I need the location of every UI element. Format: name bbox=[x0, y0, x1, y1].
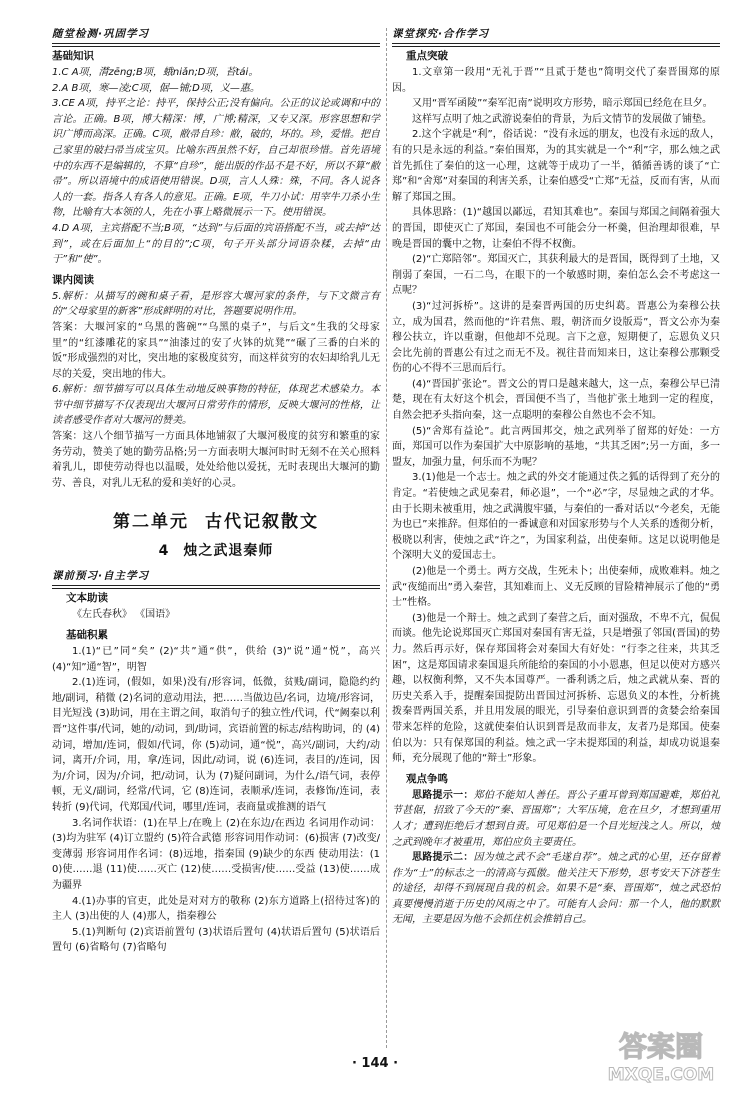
analysis-6: 6.解析：细节描写可以具体生动地反映事物的特征，体现艺术感染力。本节中细节描写不仅表现出大堰河日常劳作的情形，反映大堰河的性格，让读者感受作者对大堰河的赞美。 bbox=[52, 384, 380, 427]
accumulation-1: 1.(1)“已”同“矣” (2)“共”通“供”，供给 (3)“说”通“悦”，高兴 (4)“知”通“智”，明智 bbox=[52, 646, 380, 673]
breakthrough-para-3: 这样写点明了烛之武游说秦伯的背景，为后文情节的发展做了铺垫。 bbox=[412, 113, 712, 125]
column-divider bbox=[386, 28, 387, 1048]
answer-3: 3.CE A项，持平之论：持平，保持公正;没有偏向。公正的议论或调和中的言论。正确。B项，博大精深：博，广博;精深，又专又深。形容思想和学识广博而高深。正确。C项，敝帚自珍：敝，破的，坏的。珍，爱惜。把自己家里的破扫帚当成宝贝。比喻东西虽然不好，自己却很珍惜。首先语境中的东西不是编辑的，不算“自珍”，能出版的作品不是不好，所以不算“敝帚”。所以语境中的成语使用错误。D项，言人人殊：殊，不同。各人说各人的一套。指各人有各人的意见。正确。E项，牛刀小试：用宰牛刀杀小生物，比喻有大本领的人，先在小事上略微展示一下。使用错误。 bbox=[52, 98, 380, 219]
right-section-header: 课堂探究·合作学习 bbox=[392, 26, 720, 44]
idea-hint-2-text: 因为烛之武不会“毛遂自荐”。烛之武的心里，还存留着作为“士”的标志之一的清高与孤傲。他关注天下形势，思考安天下济苍生的途径，却得不到展现自我的机会。如果不是“秦、晋围郑”，烛之武恐怕真要慢慢消逝于历史的风雨之中了。可能有人会问：那一个人，他的默默无闻，主要是因为他不会抓住机会推销自己。 bbox=[392, 852, 720, 926]
breakthrough-para-8: (4)“晋国扩张论”。晋文公的胃口是越来越大，这一点，秦穆公早已清楚，现在有太好这个机会，晋国便不当了，当他扩张土地到一定的程度，自然会把矛头指向秦，这一点聪明的秦穆公自然也不会不知。 bbox=[392, 378, 720, 422]
preview-section-header: 课前预习·自主学习 bbox=[52, 568, 380, 586]
accumulation-2: 2.(1)连词，(假如，如果)没有/形容词，低微，贫贱/副词，隐隐约约地/副词，稍微 (2)名词的意动用法，把……当做边邑/名词，边境/形容词，目光短浅 (3)助词，用在主谓之间，取消句子的独立性/代词，代“阙秦以利晋”这件事/代词，她的/动词，到/助词，宾语前置的标志/结构助词，的 (4)动词，增加/连词，假如/代词，你 (5)动词，通“悦”，高兴/副词，大约/动词，离开/介词，用，拿/连词，因此/动词，说 (6)连词，表目的/连词，因为/介词，因为/介词，把/动词，认为 (7)疑问副词，为什么/语气词，表停顿，无义/副词，经常/代词，它 (8)连词，表顺承/连词，表修饰/连词，表转折 (9)代词，代郑国/代词，哪里/连词，表商量或推测的语气 bbox=[52, 677, 380, 813]
analysis-5: 5.解析：从描写的碗和桌子看，是形容大堰河家的条件，与下文微言有的“父母家里的新客”形成鲜明的对比，答题要说明作用。 bbox=[52, 290, 380, 318]
accumulation-4: 4.(1)办事的官吏，此处是对对方的敬称 (2)东方道路上(招待过客)的主人 (3)出使的人 (4)那人，指秦穆公 bbox=[52, 895, 380, 923]
unit-name: 古代记叙散文 bbox=[205, 512, 319, 533]
breakthrough-para-2: 又用“晋军函陵”“秦军氾南”说明攻方形势，暗示郑国已经危在旦夕。 bbox=[412, 98, 713, 110]
breakthrough-para-10: 3.(1)他是一个志士。烛之武的外交才能通过佚之狐的话得到了充分的肯定。“若使烛之武见秦君，师必退”，一个“必”字，尽显烛之武的才华。由于长期未被重用，烛之武满腹牢骚，与秦伯的一番对话以“今老矣，无能为也已”来推辞。但郑伯的一番诚意和对国家形势与个人关系的透彻分析，极晓以利害，使烛之武“许之”，为国家利益，出使秦师。这足以说明他是个深明大义的爱国志士。 bbox=[392, 472, 720, 562]
basic-accumulation-heading: 基础积累 bbox=[66, 629, 108, 642]
accumulation-5: 5.(1)判断句 (2)宾语前置句 (3)状语后置句 (4)状语后置句 (5)状语后置句 (6)省略句 (7)省略句 bbox=[52, 926, 380, 954]
breakthrough-para-1: 1.文章第一段用“无礼于晋”“且贰于楚也”简明交代了秦晋围郑的原因。 bbox=[392, 67, 720, 94]
left-section-header: 随堂检测·巩固学习 bbox=[52, 26, 380, 44]
idea-hint-1 bbox=[392, 788, 720, 850]
idea-hint-1-label: 思路提示一： bbox=[412, 789, 474, 801]
left-column bbox=[52, 26, 380, 956]
answer-2: 2.A B项，寒—凌;C项，倨—铺;D项，义—惠。 bbox=[52, 82, 260, 94]
idea-hint-2 bbox=[392, 850, 720, 928]
unit-number: 第二单元 bbox=[113, 512, 189, 533]
page-number: · 144 · bbox=[351, 1056, 399, 1071]
breakthrough-para-6: (2)“亡郑陪邻”。郑国灭亡，其获利最大的是晋国，既得到了土地，又削弱了秦国，一石二鸟，在眼下的一个敏感时期，秦伯怎么会不考虑这一点呢？ bbox=[392, 254, 720, 297]
lesson-number: 4 bbox=[158, 543, 170, 560]
answer-5: 答案：大堰河家的“乌黑的酱碗”“乌黑的桌子”，与后文“生我的父母家里”的“红漆雕花的家具”“油漆过的安了火钵的炕凳”“碾了三番的白米的饭”形成强烈的对比，突出地的家极度贫穷，而这样贫穷的农妇却给乳儿无尽的关爱，突出地的伟大。 bbox=[52, 321, 380, 380]
answer-1: 1.C A项，潸zēng;B项，蛾niǎn;D项，苔tái。 bbox=[52, 67, 259, 78]
in-class-reading-heading: 课内阅读 bbox=[52, 273, 94, 286]
breakthrough-para-11: (2)他是一个勇士。两方交战，生死未卜；出使秦师，成败难料。烛之武“夜缒而出”勇入秦营，其知难而上、义无反顾的冒险精神展示了他的“勇士”性格。 bbox=[392, 566, 720, 609]
viewpoint-debate-heading: 观点争鸣 bbox=[406, 772, 448, 785]
basic-knowledge-heading: 基础知识 bbox=[52, 50, 94, 62]
breakthrough-para-7: (3)“过河拆桥”。这讲的是秦晋两国的历史纠葛。晋惠公为秦穆公扶立，成为国君，然而他的“许君焦、瑕，朝济而夕设版焉”，晋文公亦为秦穆公扶立，许以重谢，但他却不兑现。言下之意，短期便了，忘恩负义只会比先前的晋惠公有过之而无不及。视往昔而知来日，这让秦穆公那颗受伤的心不得不三思而后行。 bbox=[392, 300, 720, 375]
text-guide-content: 《左氏春秋》 《国语》 bbox=[72, 609, 176, 621]
idea-hint-2-label: 思路提示二： bbox=[412, 852, 474, 864]
lesson-title bbox=[52, 540, 380, 560]
watermark-logo bbox=[586, 1024, 736, 1086]
lesson-name: 烛之武退秦师 bbox=[183, 543, 274, 560]
breakthrough-para-9: (5)“舍郑有益论”。此言两国邦交，烛之武列举了留郑的好处：一方面，郑国可以作为秦国扩大中原影响的基地，“共其乏困”;另一方面，多一盟友，加强力量，何乐而不为呢？ bbox=[392, 425, 720, 468]
unit-title bbox=[52, 507, 380, 532]
idea-hint-1-text: 郑伯不能知人善任。晋公子重耳曾到郑国避难，郑伯礼节甚倨，招致了今天的“秦、晋围郑”；大军压境，危在旦夕，才想到重用人才；遭到拒绝后才想到自责。可见郑伯是一个目光短浅之人。所以，烛之武到晚年才被重用，郑伯应负主要责任。 bbox=[392, 789, 721, 848]
breakthrough-para-12: (3)他是一个辩士。烛之武到了秦营之后，面对强敌，不卑不亢，侃侃而谈。他先论说郑国灭亡郑国对秦国有害无益，只是增强了邻国(晋国)的势力。然后再示好，保存郑国将会对秦国大有好处：“行李之往来，共其乏困”，这是郑国请求秦国退兵所能给的秦国的小小恩惠，但足以使对方感兴趣，以权衡利弊，又不失本国尊严。一番利诱之后，烛之武就从秦、晋的历史关系入手，提醒秦国提防出晋国过河拆桥、忘恩负义的本性，分析挑拨秦晋两国关系，并且用发展的眼光，引导秦伯意识到晋的贪婪会给秦国带来怎样的危险，这就使秦伯认识到晋是敌而非友，友者乃是郑国。使秦伯以为：只有保郑国的利益。烛之武一字未提郑国的利益，却成功说退秦师，充分展现了他的“辩士”形象。 bbox=[392, 612, 720, 765]
accumulation-3: 3.名词作状语：(1)在早上/在晚上 (2)在东边/在西边 名词用作动词：(3)均为驻军 (4)订立盟约 (5)符合武德 形容词用作动词：(6)损害 (7)改变/变薄弱 形容词用作名词：(8)远地，指秦国 (9)缺少的东西 使动用法：(10)使……退 (11)使……灭亡 (12)使……受损害/使……受益 (13)使……成为疆界 bbox=[52, 817, 380, 891]
watermark-url: MXQE.COM bbox=[607, 1065, 715, 1085]
key-breakthrough-heading: 重点突破 bbox=[406, 50, 448, 62]
text-guide-heading: 文本助读 bbox=[66, 592, 108, 605]
right-column bbox=[392, 26, 720, 928]
answer-6: 答案：这八个细节描写一方面具体地铺叙了大堰河极度的贫穷和繁重的家务劳动，赞美了她的勤劳品格;另一方面表明大堰河时时无刻不在关心照料着乳儿，即使劳动得也以温暖，处处给他以爱抚，无时表现出大堰河的勤劳、善良，对乳儿无私的爱和美好的心灵。 bbox=[52, 431, 380, 489]
breakthrough-para-5: 具体思路：(1)“越国以鄙远，君知其难也”。秦国与郑国之间隔着强大的晋国，即使灭亡了郑国，秦国也不可能会分一杯羹，但治理却很难，早晚是晋国的囊中之物，让秦伯不得不权衡。 bbox=[392, 207, 720, 250]
answer-4: 4.D A项，主宾搭配不当;B项，“达到”与后面的宾语搭配不当，或去掉“达到”，或在后面加上“的目的”;C项，句子开头部分词语杂糅，去掉“由于”和“使”。 bbox=[52, 222, 380, 266]
breakthrough-para-4: 2.这个字就是“利”，俗话说：“没有永远的朋友，也没有永远的敌人，有的只是永远的利益。”秦伯围郑，为的其实就是一个“利”字，那么烛之武首先抓住了秦伯的这一心理，这就等于成功了一半，循循善诱的谈了“亡郑”和“舍郑”对秦国的利害关系，让秦伯感受“亡郑”无益，反而有害，从而解了郑国之围。 bbox=[392, 129, 720, 203]
watermark-text: 答案圈 bbox=[618, 1030, 704, 1063]
